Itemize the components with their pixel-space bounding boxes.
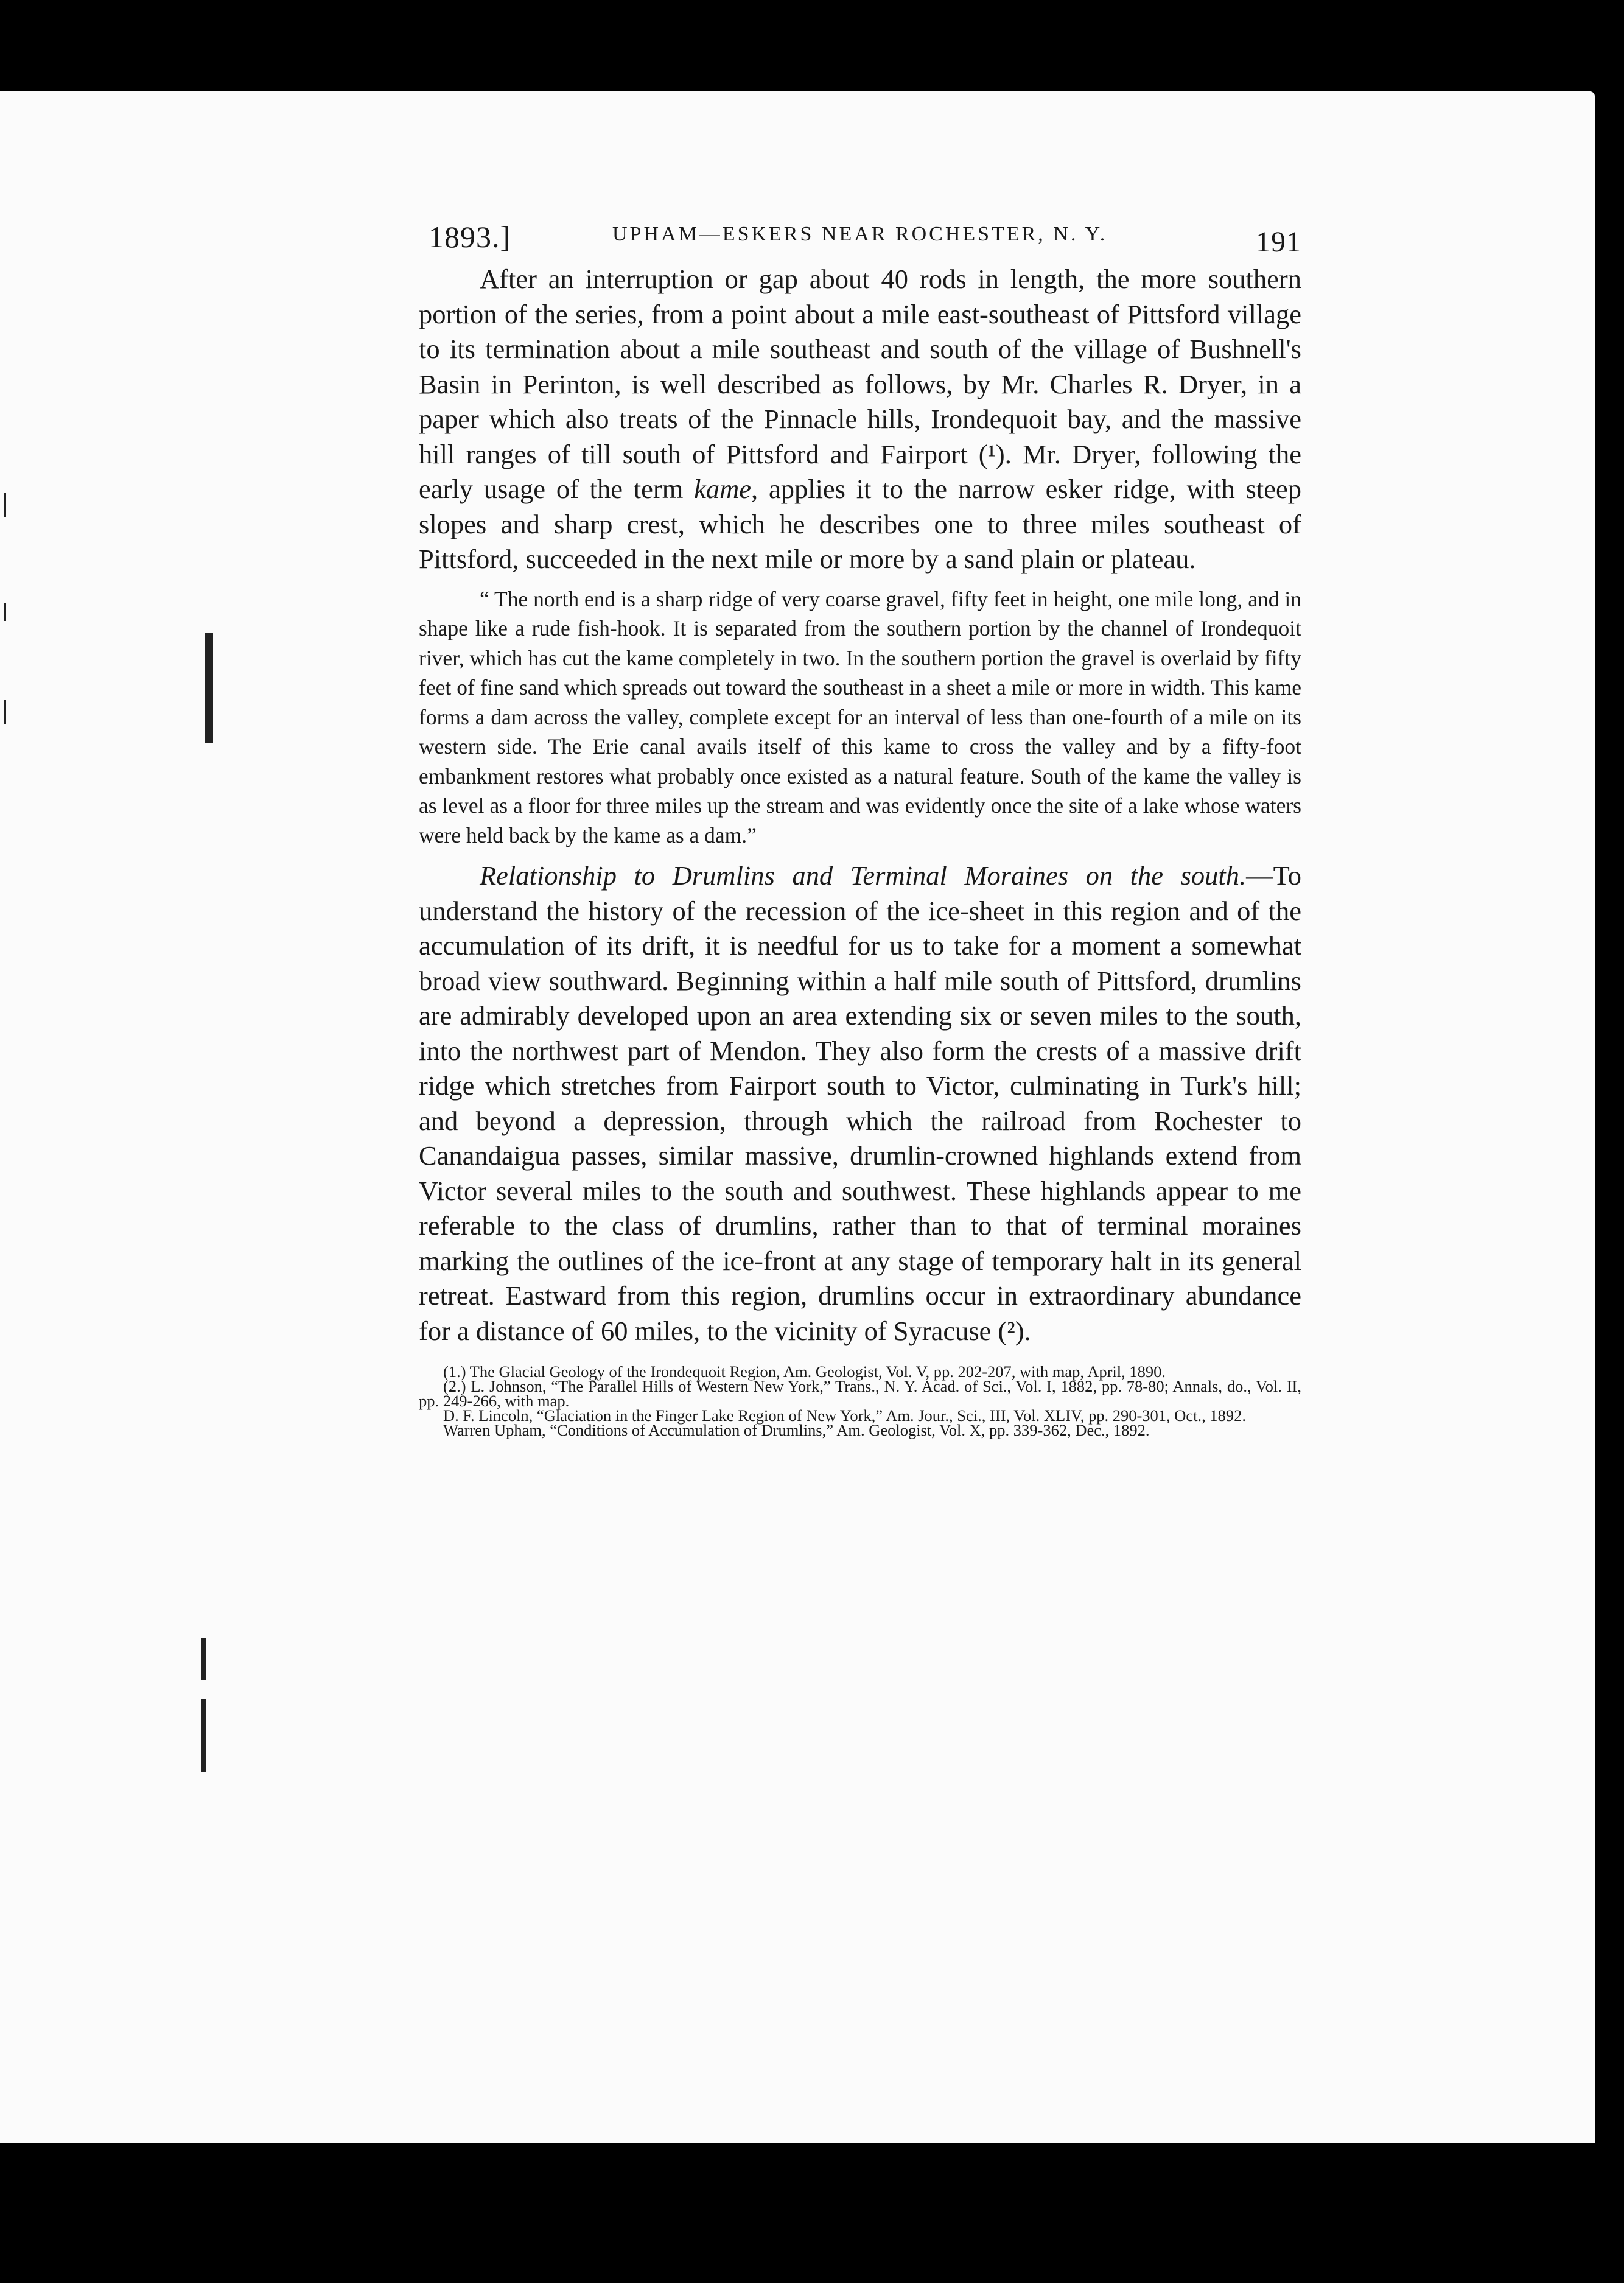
margin-mark xyxy=(4,603,6,621)
page-number: 191 xyxy=(1256,226,1301,258)
paragraph-text: After an interruption or gap about 40 rods in length, the more southern portion of the series, from a point about a mile east-southeast of Pittsford village to its termination about a mile southeast and south of the village of Bushnell's Basin in Perinton, is well described as follows, by Mr. Charles R. Dryer, in a paper which also treats of the Pinnacle hills, Irondequoit bay, and the massive hill ranges of till south of Pittsford and Fairport (¹). Mr. Dryer, following the early usage of the term xyxy=(419,264,1301,504)
footnote-1: (1.) The Glacial Geology of the Irondequoit Region, Am. Geologist, Vol. V, pp. 202-207, with map, April, 1890. xyxy=(443,1362,1166,1381)
footnote-2-upham: Warren Upham, “Conditions of Accumulation of Drumlins,” Am. Geologist, Vol. X, pp. 339-362, Dec., 1892. xyxy=(443,1421,1150,1439)
page-content xyxy=(419,207,1301,1437)
footnote-2: (2.) L. Johnson, “The Parallel Hills of Western New York,” Trans., N. Y. Acad. of Sci., Vol. I, 1882, pp. 78-80; Annals, do., Vol. II, pp. 249-266, with map. xyxy=(419,1377,1301,1410)
margin-mark xyxy=(201,1699,206,1772)
bleed-through-marks xyxy=(0,91,420,2283)
margin-mark xyxy=(205,633,213,743)
italic-term-kame: kame xyxy=(694,474,752,504)
margin-mark xyxy=(4,493,6,517)
block-quote-dryer: “ The north end is a sharp ridge of very coarse gravel, fifty feet in height, one mile long, and in shape like a rude fish-hook. It is separated from the southern portion by the channel of Irondequoit river, which has cut the kame completely in two. In the southern portion the gravel is overlaid by fifty feet of fine sand which spreads out toward the southeast in a sheet a mile or more in width. This kame forms a dam across the valley, complete except for an interval of less than one-fourth of a mile on its western side. The Erie canal avails itself of this kame to cross the valley and by a fifty-foot embankment restores what probably once existed as a natural feature. South of the kame the valley is as level as a floor for three miles up the stream and was evidently once the site of a lake whose waters were held back by the kame as a dam.” xyxy=(419,586,1301,847)
paragraph-dryer-description xyxy=(419,262,1301,577)
header-year: 1893.] xyxy=(429,220,511,254)
margin-mark xyxy=(201,1638,206,1680)
paragraph-text: , applies it to the narrow esker ridge, with steep slopes and sharp crest, which he describes one to three miles southeast of Pittsford, succeeded in the next mile or more by a sand plain or plateau. xyxy=(419,474,1301,574)
running-header xyxy=(419,207,1301,262)
footnotes xyxy=(419,1364,1301,1437)
running-head-title: UPHAM—ESKERS NEAR ROCHESTER, N. Y. xyxy=(612,223,1108,245)
section-heading-italic: Relationship to Drumlins and Terminal Moraines on the south. xyxy=(480,860,1247,891)
paragraph-drumlins xyxy=(419,858,1301,1348)
margin-mark xyxy=(4,700,6,724)
footnote-2-lincoln: D. F. Lincoln, “Glaciation in the Finger Lake Region of New York,” Am. Jour., Sci., III, Vol. XLIV, pp. 290-301, Oct., 1892. xyxy=(443,1406,1247,1425)
paragraph-text: —To understand the history of the recession of the ice-sheet in this region and of the accumulation of its drift, it is needful for us to take for a moment a somewhat broad view southward. Beginning within a half mile south of Pittsford, drumlins are admirably developed upon an area extending six or seven miles to the south, into the northwest part of Mendon. They also form the crests of a massive drift ridge which stretches from Fairport south to Victor, culminating in Turk's hill; and beyond a depression, through which the railroad from Rochester to Canandaigua passes, similar massive, drumlin-crowned highlands extend from Victor several miles to the south and southwest. These highlands appear to me referable to the class of drumlins, rather than to that of terminal moraines marking the outlines of the ice-front at any stage of temporary halt in its general retreat. Eastward from this region, drumlins occur in extraordinary abundance for a distance of 60 miles, to the vicinity of Syracuse (²). xyxy=(419,860,1301,1346)
